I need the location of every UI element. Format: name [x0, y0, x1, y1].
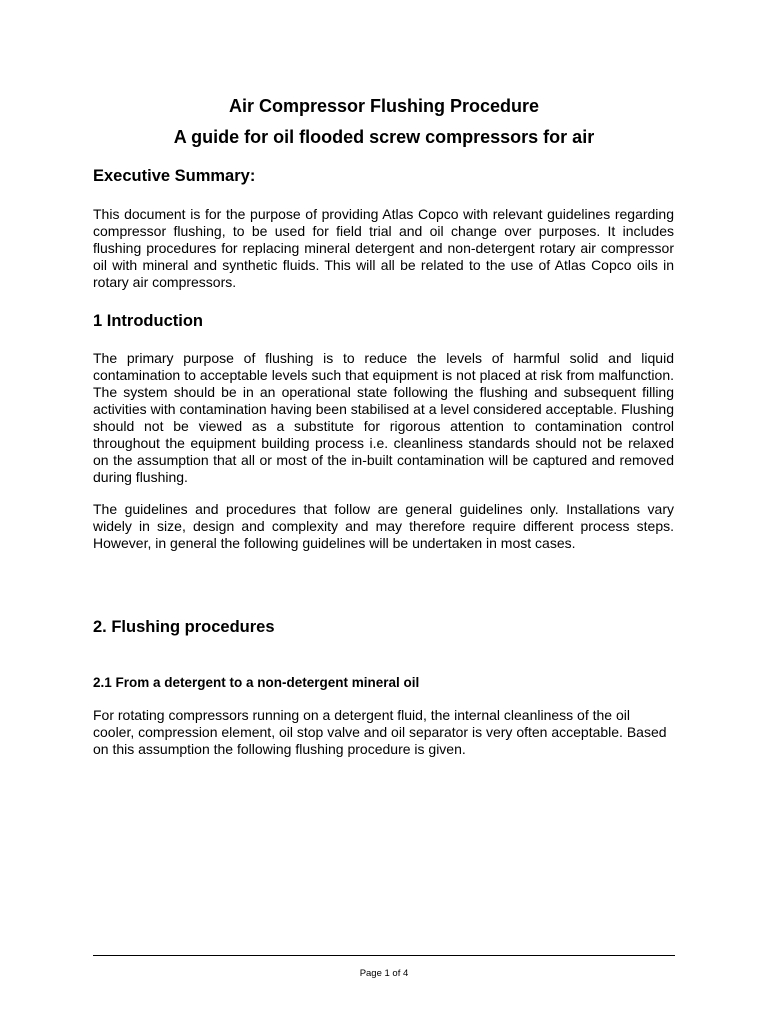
executive-summary-heading: Executive Summary: [93, 167, 256, 185]
flushing-procedures-heading: 2. Flushing procedures [93, 618, 275, 636]
footer-divider [93, 955, 675, 956]
detergent-to-non-detergent-subheading: 2.1 From a detergent to a non-detergent mineral oil [93, 675, 420, 690]
executive-summary-paragraph: This document is for the purpose of providing Atlas Copco with relevant guidelines regarding compressor flushing, to be used for field trial and oil change over purposes. It includes flushing procedures for replacing mineral detergent and non-detergent rotary air compressor oil with mineral and synthetic fluids. This will all be related to the use of Atlas Copco oils in rotary air compressors. [93, 206, 674, 290]
document-title: Air Compressor Flushing Procedure [228, 96, 540, 116]
introduction-heading: 1 Introduction [93, 312, 203, 330]
introduction-paragraph-1: The primary purpose of flushing is to reduce the levels of harmful solid and liquid contamination to acceptable levels such that equipment is not placed at risk from malfunction. The system should be in an operational state following the flushing and subsequent filling activities with contamination having been stabilised at a level considered acceptable. Flushing should not be viewed as a substitute for rigorous attention to contamination control throughout the equipment building process i.e. cleanliness standards should not be relaxed on the assumption that all or most of the in-built contamination will be captured and removed during flushing. [93, 350, 674, 485]
document-subtitle: A guide for oil flooded screw compressors for air [173, 127, 595, 147]
introduction-paragraph-2: The guidelines and procedures that follow are general guidelines only. Installations vary widely in size, design and complexity and may therefore require different process steps. However, in general the following guidelines will be undertaken in most cases. [93, 501, 674, 551]
page-number: Page 1 of 4 [359, 968, 409, 979]
flushing-paragraph: For rotating compressors running on a detergent fluid, the internal cleanliness of the oil cooler, compression element, oil stop valve and oil separator is very often acceptable. Based on this assumption the following flushing procedure is given. [93, 707, 667, 757]
